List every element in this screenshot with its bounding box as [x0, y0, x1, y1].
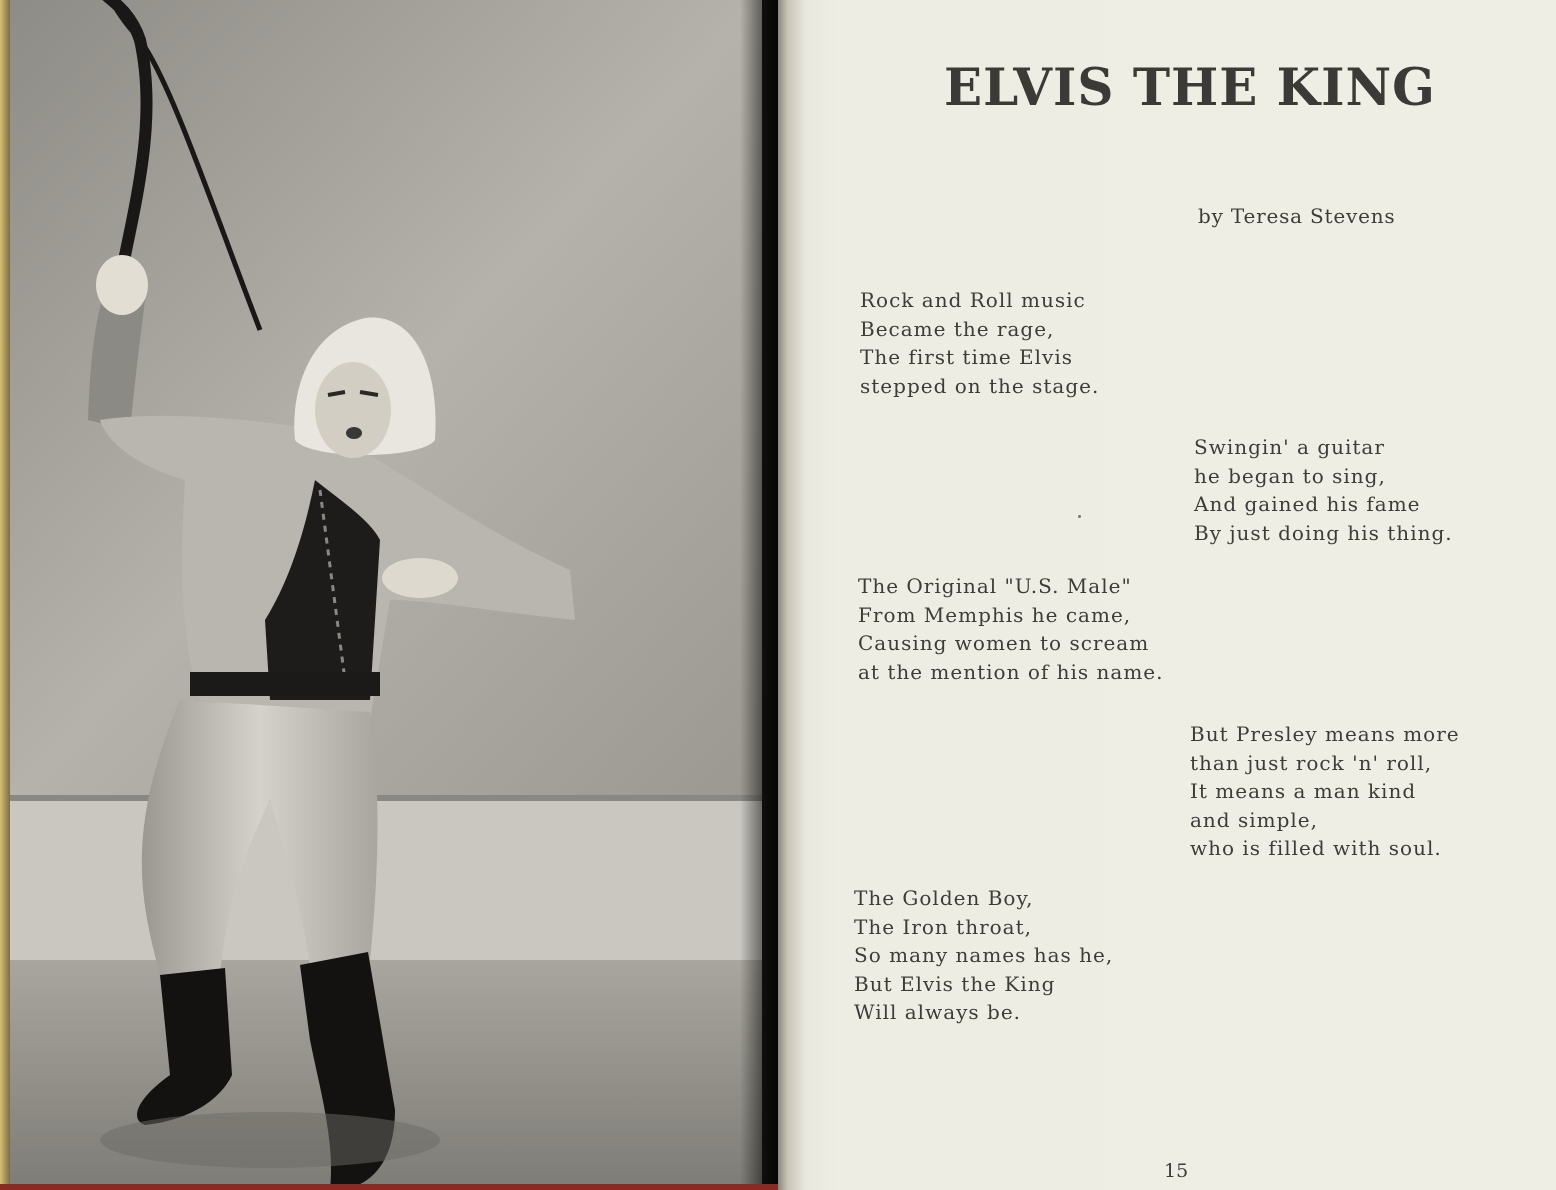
poem-line: By just doing his thing. [1194, 520, 1453, 545]
poem-stanza-5 [854, 884, 1113, 1027]
photo-elvis [10, 0, 762, 1190]
right-page [778, 0, 1556, 1190]
poem-line: at the mention of his name. [858, 659, 1164, 684]
poem-line: The Iron throat, [854, 914, 1032, 939]
page-number: 15 [1164, 1160, 1189, 1182]
poem-line: The Golden Boy, [854, 886, 1034, 910]
poem-line: From Memphis he came, [858, 602, 1132, 627]
poem-line: The first time Elvis [860, 345, 1073, 370]
author-byline: by Teresa Stevens [1198, 204, 1396, 228]
photo-illustration [10, 0, 762, 1190]
poem-stanza-4 [1190, 720, 1460, 863]
poem-line: Causing women to scream [858, 631, 1150, 656]
poem-line: It means a man kind [1190, 779, 1417, 804]
poem-line: So many names has he, [854, 943, 1114, 968]
gutter-shadow [740, 0, 778, 1190]
poem-line: who is filled with soul. [1190, 836, 1442, 861]
poem-stanza-2 [1194, 433, 1453, 547]
poem-line: than just rock 'n' roll, [1190, 750, 1433, 775]
poem-stanza-3 [858, 572, 1164, 686]
poem-line: stepped on the stage. [860, 373, 1100, 398]
poem-line: Rock and Roll music [860, 288, 1086, 312]
poem-stanza-1 [860, 286, 1099, 400]
paper-speck [1078, 515, 1081, 518]
cover-edge [0, 1184, 778, 1190]
poem-line: he began to sing, [1194, 463, 1386, 488]
poem-line: Swingin' a guitar [1194, 435, 1385, 459]
poem-line: Will always be. [854, 1000, 1022, 1025]
poem-line: The Original "U.S. Male" [858, 574, 1132, 598]
poem-line: and simple, [1190, 807, 1318, 832]
poem-line: And gained his fame [1194, 492, 1421, 517]
poem-line: But Elvis the King [854, 971, 1056, 996]
poem-line: Became the rage, [860, 316, 1055, 341]
poem-line: But Presley means more [1190, 722, 1460, 746]
page-title: ELVIS THE KING [944, 58, 1436, 118]
